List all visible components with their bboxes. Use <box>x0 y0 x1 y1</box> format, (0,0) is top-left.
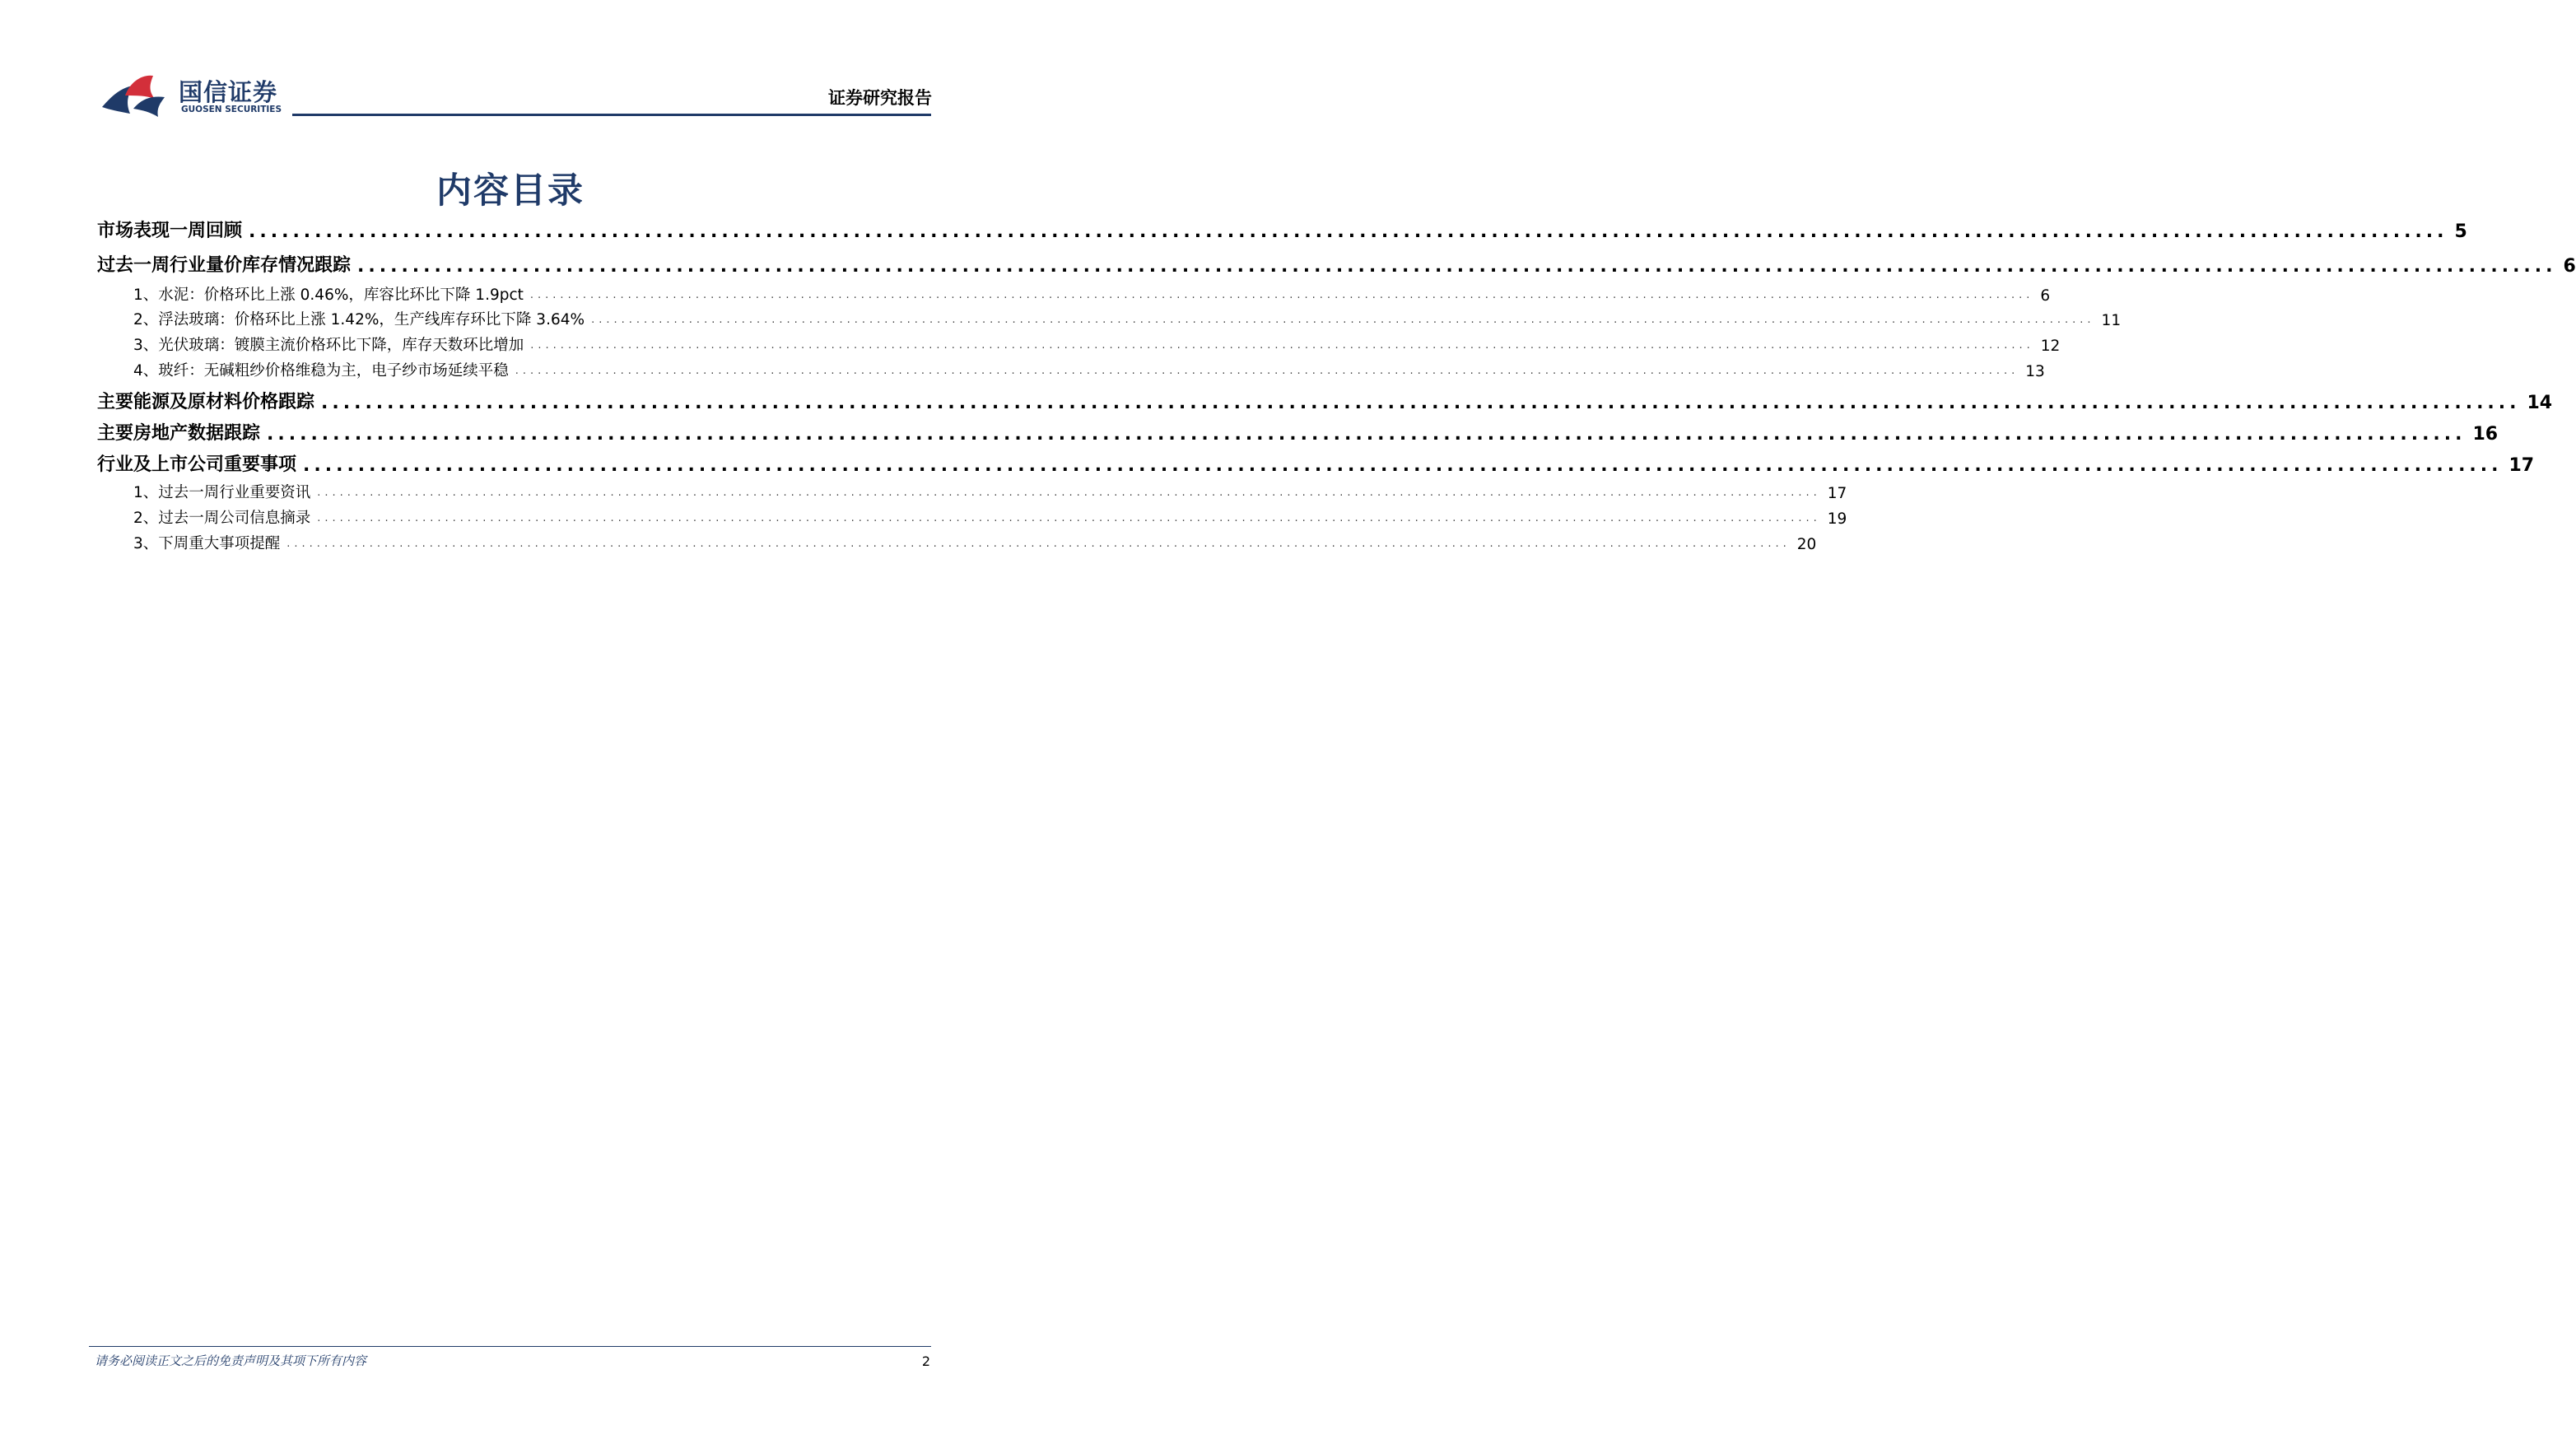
toc-leader-dots: ........................................................................................................................................................................................................ <box>529 289 2034 301</box>
header-divider <box>292 114 931 116</box>
toc-entry-page: 6 <box>2563 256 2576 277</box>
toc-entry-page: 6 <box>2040 287 2051 305</box>
logo-english-name: GUOSEN SECURITIES <box>181 105 282 114</box>
toc-entry-page: 20 <box>1796 536 1817 553</box>
toc-subsection-entry[interactable] <box>97 505 1847 528</box>
toc-subsection-entry[interactable] <box>97 357 2045 380</box>
toc-entry-page: 14 <box>2527 393 2553 413</box>
report-type-label: 证券研究报告 <box>828 88 932 108</box>
page-number: 2 <box>921 1353 930 1369</box>
guosen-logo <box>100 71 290 119</box>
toc-section-entry[interactable] <box>97 250 2576 277</box>
toc-entry-page: 5 <box>2454 221 2467 242</box>
toc-entry-page: 17 <box>1827 485 1847 502</box>
toc-leader-dots: ........................................................................................................................................................................................................ <box>591 314 2095 326</box>
toc-subsection-entry[interactable] <box>97 282 2051 305</box>
toc-leader-dots: ........................................................................................................................................................................................................ <box>317 512 1821 524</box>
toc-leader-dots: ........................................................................................................................................................................................................ <box>515 365 2019 377</box>
toc-title: 内容目录 <box>436 170 585 212</box>
toc-entry-page: 12 <box>2040 338 2061 355</box>
logo-chinese-name: 国信证券 <box>179 78 278 106</box>
toc-entry-label: 行业及上市公司重要事项 <box>97 454 297 475</box>
toc-entry-page: 13 <box>2025 363 2045 380</box>
footer-disclaimer: 请务必阅读正文之后的免责声明及其项下所有内容 <box>95 1353 367 1368</box>
guosen-logo-mark-icon <box>100 71 176 119</box>
toc-entry-page: 11 <box>2101 312 2122 329</box>
toc-section-entry[interactable] <box>97 450 2535 476</box>
toc-entry-label: 主要房地产数据跟踪 <box>97 423 261 444</box>
toc-leader-dots: ........................................................................................................................................................................................................ <box>317 487 1821 499</box>
toc-entry-label: 2、浮法玻璃：价格环比上涨 1.42%，生产线库存环比下降 3.64% <box>133 311 585 328</box>
toc-section-entry[interactable] <box>97 418 2499 445</box>
toc-section-entry[interactable] <box>97 216 2467 242</box>
toc-subsection-entry[interactable] <box>97 530 1817 553</box>
toc-leader-dots: ........................................................................................................................................................................................................ <box>321 393 2521 413</box>
toc-entry-label: 1、过去一周行业重要资讯 <box>133 484 311 501</box>
toc-leader-dots: ........................................................................................................................................................................................................ <box>357 256 2557 277</box>
toc-leader-dots: ........................................................................................................................................................................................................ <box>530 339 2034 352</box>
toc-subsection-entry[interactable] <box>97 306 2122 329</box>
toc-entry-label: 过去一周行业量价库存情况跟踪 <box>97 255 352 276</box>
toc-leader-dots: ........................................................................................................................................................................................................ <box>267 424 2467 445</box>
toc-entry-page: 19 <box>1827 510 1847 528</box>
toc-entry-page: 16 <box>2472 424 2499 445</box>
toc-entry-label: 4、玻纤：无碱粗纱价格维稳为主，电子纱市场延续平稳 <box>133 362 509 380</box>
toc-entry-label: 1、水泥：价格环比上涨 0.46%，库容比环比下降 1.9pct <box>133 286 524 304</box>
toc-section-entry[interactable] <box>97 387 2553 413</box>
toc-entry-label: 主要能源及原材料价格跟踪 <box>97 392 315 412</box>
footer-divider <box>89 1346 931 1347</box>
toc-subsection-entry[interactable] <box>97 332 2061 355</box>
toc-leader-dots: ........................................................................................................................................................................................................ <box>303 455 2503 476</box>
toc-entry-label: 3、下周重大事项提醒 <box>133 535 281 552</box>
toc-entry-label: 2、过去一周公司信息摘录 <box>133 510 311 527</box>
toc-entry-label: 3、光伏玻璃：镀膜主流价格环比下降，库存天数环比增加 <box>133 337 524 354</box>
toc-leader-dots: ........................................................................................................................................................................................................ <box>249 221 2448 242</box>
toc-entry-label: 市场表现一周回顾 <box>97 221 243 241</box>
toc-leader-dots: ........................................................................................................................................................................................................ <box>286 538 1791 550</box>
page-header <box>0 0 1021 123</box>
toc-entry-page: 17 <box>2508 455 2535 476</box>
toc-subsection-entry[interactable] <box>97 479 1847 502</box>
